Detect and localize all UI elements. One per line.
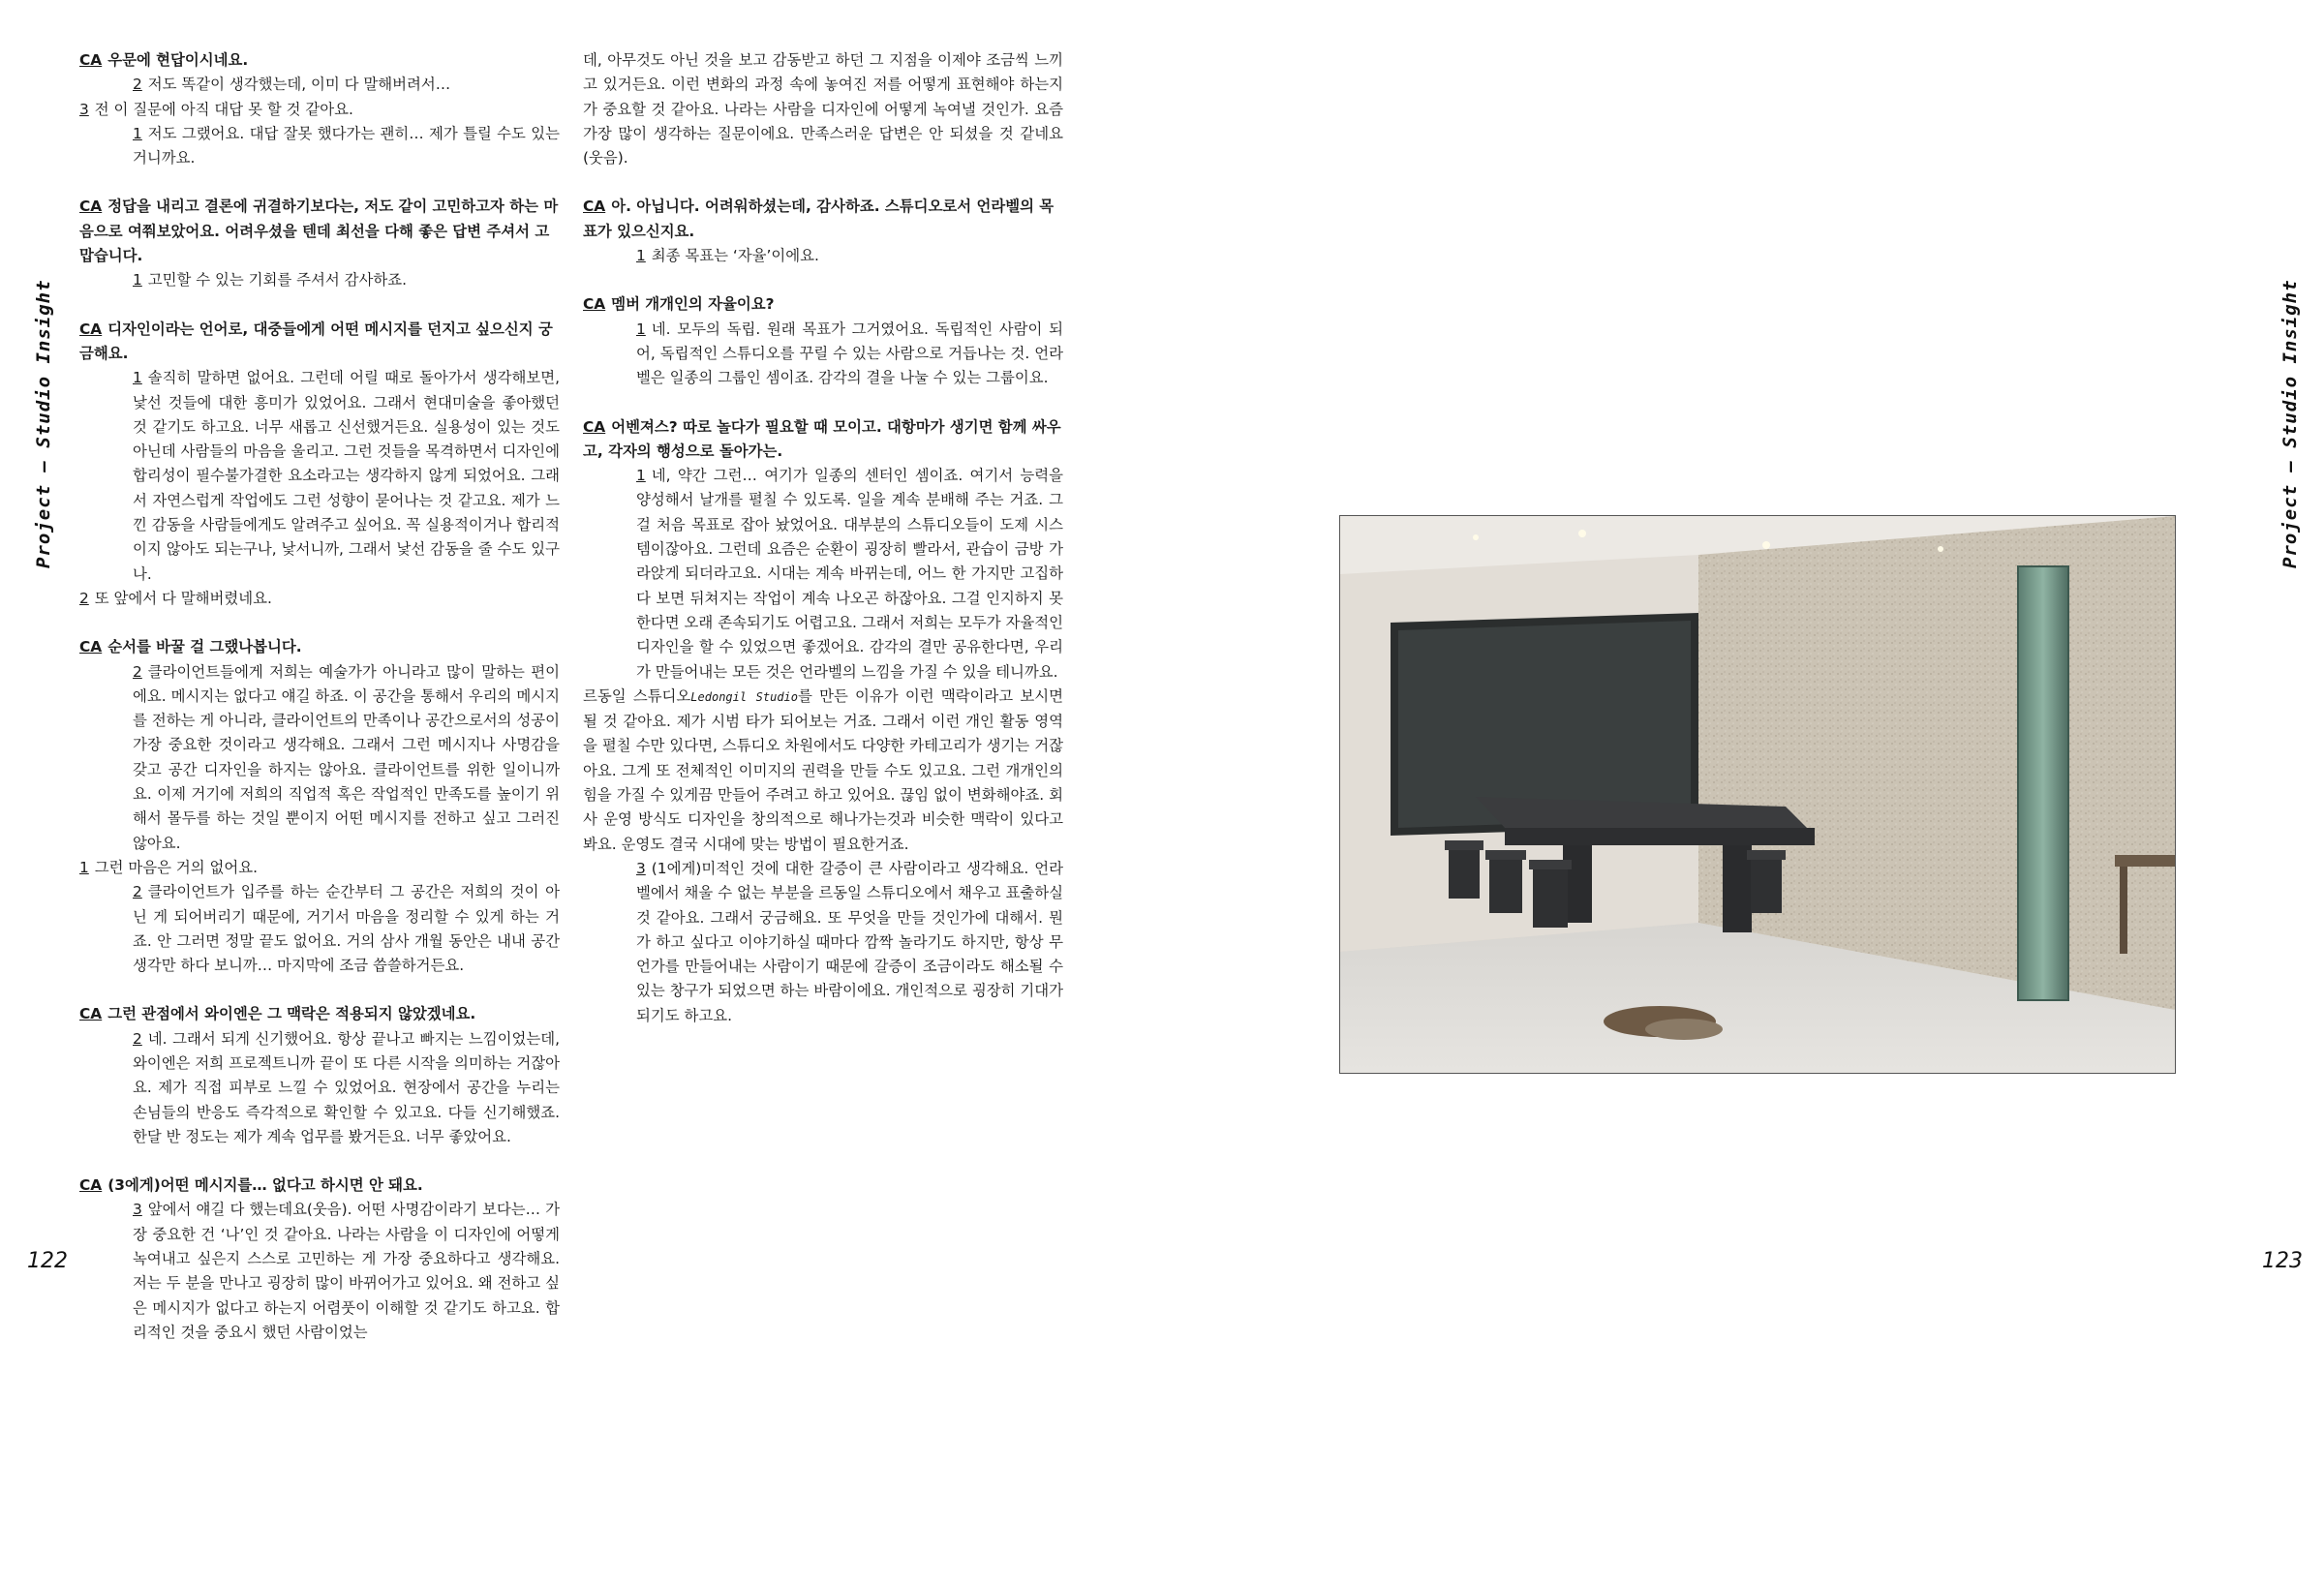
paragraph-gap xyxy=(79,170,560,195)
answer-text: 고민할 수 있는 기회를 주셔서 감사하죠. xyxy=(147,271,408,290)
interviewer-question xyxy=(583,292,1063,317)
answer-text: 데, 아무것도 아닌 것을 보고 감동받고 하던 그 지점을 이제야 조금씩 느끼고 있거든요. 이런 변화의 과정 속에 놓여진 저를 어떻게 표현해야 하는지가 중요할 것 같아요. 나라는 사람을 디자인에 어떻게 녹여낼 것인가. 요즘 가장 많이 생각하는 질문이에요. 만족스러운 답변은 안 되셨을 것 같네요(웃음). xyxy=(583,51,1063,168)
question-text: 어벤져스? 따로 놀다가 필요할 때 모이고. 대항마가 생기면 함께 싸우고, 각자의 행성으로 돌아가는. xyxy=(583,417,1061,460)
interviewer-question xyxy=(79,48,560,73)
question-text: 디자인이라는 언어로, 대중들에게 어떤 메시지를 던지고 싶으신지 궁금해요. xyxy=(79,320,553,362)
speaker-number: 2 xyxy=(133,662,142,681)
speaker-number: 2 xyxy=(133,883,142,901)
answer-text: (1에게)미적인 것에 대한 갈증이 큰 사람이라고 생각해요. 언라벨에서 채울 수 없는 부분을 르동일 스튜디오에서 채우고 표출하실 것 같아요. 그래서 궁금해요. 또 무엇을 만들 것인가에 대해서. 뭔가 하고 싶다고 이야기하실 때마다 깜짝 놀라기도 하지만, 항상 무언가를 만들어내는 사람이기 때문에 갈증이 조금이라도 해소될 수 있는 창구가 되었으면 하는 바람이에요. 개인적으로 굉장히 기대가 되기도 하고요. xyxy=(636,859,1063,1024)
interviewer-tag: CA xyxy=(79,1005,103,1023)
interviewee-answer xyxy=(79,856,560,880)
answer-text: 솔직히 말하면 없어요. 그런데 어릴 때로 돌아가서 생각해보면, 낯선 것들에 대한 흥미가 있었어요. 그래서 현대미술을 좋아했던 것 같기도 하고요. 너무 새롭고 신선했거든요. 실용성이 있는 것도 아닌데 사람들의 마음을 울리고. 그런 것들을 목격하면서 디자인에 합리성이 필수불가결한 요소라고는 생각하지 않게 되었어요. 그래서 자연스럽게 작업에도 그런 성향이 묻어나는 것 같고요. 제가 느낀 감동을 사람들에게도 알려주고 싶어요. 꼭 실용적이거나 합리적이지 않아도 되는구나, 낯서니까, 그래서 낯선 감동을 줄 수도 있구나. xyxy=(133,369,560,583)
answer-text: 전 이 질문에 아직 대답 못 할 것 같아요. xyxy=(94,100,353,118)
speaker-number: 1 xyxy=(133,369,142,387)
interview-column-1 xyxy=(79,48,560,1345)
interviewee-answer xyxy=(79,122,560,171)
answer-text: 앞에서 얘길 다 했는데요(웃음). 어떤 사명감이라기 보다는… 가장 중요한 건 ‘나’인 것 같아요. 나라는 사람을 이 디자인에 어떻게 녹여내고 싶은지 스스로 고민하는 게 가장 중요하다고 생각해요. 저는 두 분을 만나고 굉장히 많이 바뀌어가고 있어요. 왜 전하고 싶은 메시지가 없다고 하는지 어렴풋이 이해할 것 같기도 하고요. 합리적인 것을 중요시 했던 사람이었는 xyxy=(133,1201,560,1341)
interviewer-tag: CA xyxy=(79,1176,103,1195)
paragraph-gap xyxy=(583,391,1063,415)
interviewee-answer xyxy=(583,48,1063,170)
answer-text: 클라이언트들에게 저희는 예술가가 아니라고 많이 말하는 편이에요. 메시지는 없다고 얘길 하죠. 이 공간을 통해서 우리의 메시지를 전하는 게 아니라, 클라이언트의 만족이나 공간으로서의 성공이 가장 중요한 것이라고 생각해요. 그래서 그런 메시지나 사명감을 갖고 공간 디자인을 하지는 않아요. 클라이언트를 위한 일이니까요. 이제 거기에 저희의 직업적 혹은 작업적인 만족도를 높이기 위해서 몰두를 하는 것일 뿐이지 어떤 메시지를 전하고 싶고 그러진 않아요. xyxy=(133,662,560,852)
interviewer-tag: CA xyxy=(79,638,103,656)
interviewer-question xyxy=(79,318,560,367)
speaker-number: 1 xyxy=(133,271,142,290)
speaker-number: 2 xyxy=(79,589,89,607)
interviewer-question xyxy=(79,1002,560,1026)
answer-text: 네. 모두의 독립. 원래 목표가 그거였어요. 독립적인 사람이 되어, 독립적인 스튜디오를 꾸릴 수 있는 사람으로 거듭나는 것. 언라벨은 일종의 그룹인 셈이죠. 감각의 결을 나눌 수 있는 그룹이요. xyxy=(636,320,1063,387)
interviewer-question xyxy=(79,195,560,268)
interviewee-answer xyxy=(583,857,1063,1028)
speaker-number: 1 xyxy=(79,858,89,876)
answer-text: 네. 그래서 되게 신기했어요. 항상 끝나고 빠지는 느낌이었는데, 와이엔은 저희 프로젝트니까 끝이 또 다른 시작을 의미하는 거잖아요. 제가 직접 피부로 느낄 수 있었어요. 현장에서 공간을 누리는 손님들의 반응도 즉각적으로 확인할 수 있고요. 다들 신기해했죠. 한달 반 정도는 제가 계속 업무를 봤거든요. 너무 좋았어요. xyxy=(133,1029,560,1145)
speaker-number: 3 xyxy=(636,859,646,877)
interviewer-question xyxy=(583,195,1063,244)
answer-text: 저도 그랬어요. 대답 잘못 했다가는 괜히… 제가 틀릴 수도 있는 거니까요. xyxy=(133,124,560,168)
page-number-left: 122 xyxy=(27,1249,68,1273)
studio-name-korean: 르동일 스튜디오 xyxy=(583,686,691,705)
speaker-number: 3 xyxy=(79,100,89,118)
answer-text: 또 앞에서 다 말해버렸네요. xyxy=(94,589,272,607)
interviewee-answer xyxy=(79,1198,560,1345)
question-text: 순서를 바꿀 걸 그랬나봅니다. xyxy=(107,638,302,656)
question-text: 우문에 현답이시네요. xyxy=(107,51,249,69)
paragraph-gap xyxy=(79,293,560,318)
interviewer-tag: CA xyxy=(79,51,103,69)
interviewee-answer xyxy=(79,587,560,611)
interviewer-question xyxy=(79,1174,560,1198)
question-text: 아. 아닙니다. 어려워하셨는데, 감사하죠. 스튜디오로서 언라벨의 목표가 있으신지요. xyxy=(583,198,1055,240)
paragraph-gap xyxy=(583,268,1063,292)
paragraph-gap xyxy=(79,611,560,635)
paragraph-gap xyxy=(79,978,560,1002)
interviewer-tag: CA xyxy=(583,198,606,216)
studio-interior-photo xyxy=(1339,515,2176,1074)
interviewee-answer xyxy=(79,880,560,978)
interviewer-question xyxy=(79,635,560,659)
interviewer-tag: CA xyxy=(583,295,606,314)
studio-name-english: Ledongil Studio xyxy=(690,689,798,704)
interviewee-answer xyxy=(79,660,560,856)
question-text: (3에게)어떤 메시지를… 없다고 하시면 안 돼요. xyxy=(107,1176,423,1195)
answer-text: 클라이언트가 입주를 하는 순간부터 그 공간은 저희의 것이 아닌 게 되어버리기 때문에, 거기서 마음을 정리할 수 있게 하는 거죠. 안 그러면 정말 끝도 없어요. 거의 삼사 개월 동안은 내내 공간 생각만 하다 보니까… 마지막에 조금 씁쓸하거든요. xyxy=(133,883,560,975)
speaker-number: 1 xyxy=(636,247,646,265)
interviewee-answer xyxy=(583,244,1063,268)
question-text: 그런 관점에서 와이엔은 그 맥락은 적용되지 않았겠네요. xyxy=(107,1005,476,1023)
section-label-left: Project – Studio Insight xyxy=(33,279,54,568)
interviewer-tag: CA xyxy=(79,320,103,338)
section-label-right: Project – Studio Insight xyxy=(2279,279,2301,568)
interviewer-question xyxy=(583,415,1063,465)
interview-column-2 xyxy=(583,48,1063,1028)
interviewee-answer xyxy=(79,1027,560,1149)
answer-text: 최종 목표는 ‘자율’이에요. xyxy=(651,247,819,265)
question-text: 정답을 내리고 결론에 귀결하기보다는, 저도 같이 고민하고자 하는 마음으로 여쭤보았어요. 어려우셨을 텐데 최선을 다해 좋은 답변 주셔서 고맙습니다. xyxy=(79,198,559,265)
speaker-number: 2 xyxy=(133,1029,142,1048)
interviewee-answer xyxy=(79,73,560,97)
speaker-number: 1 xyxy=(636,320,646,338)
interviewee-answer xyxy=(79,98,560,122)
speaker-number: 1 xyxy=(133,124,142,142)
page-number-right: 123 xyxy=(2262,1249,2303,1273)
interviewee-answer-continued xyxy=(583,685,1063,857)
interviewee-answer xyxy=(79,366,560,587)
speaker-number: 3 xyxy=(133,1201,142,1219)
answer-text: 네, 약간 그런… 여기가 일종의 센터인 셈이죠. 여기서 능력을 양성해서 날개를 펼칠 수 있도록. 일을 계속 분배해 주는 거죠. 그걸 처음 목표로 잡아 놨었어요. 대부분의 스튜디오들이 도제 시스템이잖아요. 그런데 요즘은 순환이 굉장히 빨라서, 관습이 금방 가라앉게 되더라고요. 시대는 계속 바뀌는데, 어느 한 가지만 고집하다 보면 뒤쳐지는 작업이 계속 나오곤 하잖아요. 그걸 인지하지 못한다면 오래 존속되기도 어렵고요. 그래서 저희는 모두가 자율적인 디자인을 할 수 있었으면 좋겠어요. 감각의 결만 공유한다면, 우리가 만들어내는 모든 것은 언라벨의 느낌을 가질 수 있을 테니까요. xyxy=(636,467,1063,681)
answer-text: 그런 마음은 거의 없어요. xyxy=(94,858,259,876)
interviewee-answer xyxy=(583,464,1063,685)
speaker-number: 2 xyxy=(133,76,142,94)
interviewer-tag: CA xyxy=(79,198,103,216)
question-text: 멤버 개개인의 자율이요? xyxy=(611,295,775,314)
interviewee-answer xyxy=(79,268,560,292)
paragraph-gap xyxy=(583,170,1063,195)
interviewee-answer xyxy=(583,318,1063,391)
answer-text: 저도 똑같이 생각했는데, 이미 다 말해버려서… xyxy=(147,76,451,94)
paragraph-gap xyxy=(79,1149,560,1174)
interviewer-tag: CA xyxy=(583,417,606,436)
answer-text: 를 만든 이유가 이런 맥락이라고 보시면 될 것 같아요. 제가 시범 타가 되어보는 거죠. 그래서 이런 개인 활동 영역을 펼칠 수만 있다면, 스튜디오 차원에서도 다양한 카테고리가 생기는 거잖아요. 그게 또 전체적인 이미지의 권력을 만들 수도 있고요. 그런 개개인의 힘을 가질 수 있게끔 만들어 주려고 하고 있어요. 끊임 없이 변화해야죠. 회사 운영 방식도 디자인을 창의적으로 해나가는것과 비슷한 맥락이 있다고 봐요. 운영도 결국 시대에 맞는 방법이 필요한거죠. xyxy=(583,686,1063,853)
speaker-number: 1 xyxy=(636,467,646,485)
